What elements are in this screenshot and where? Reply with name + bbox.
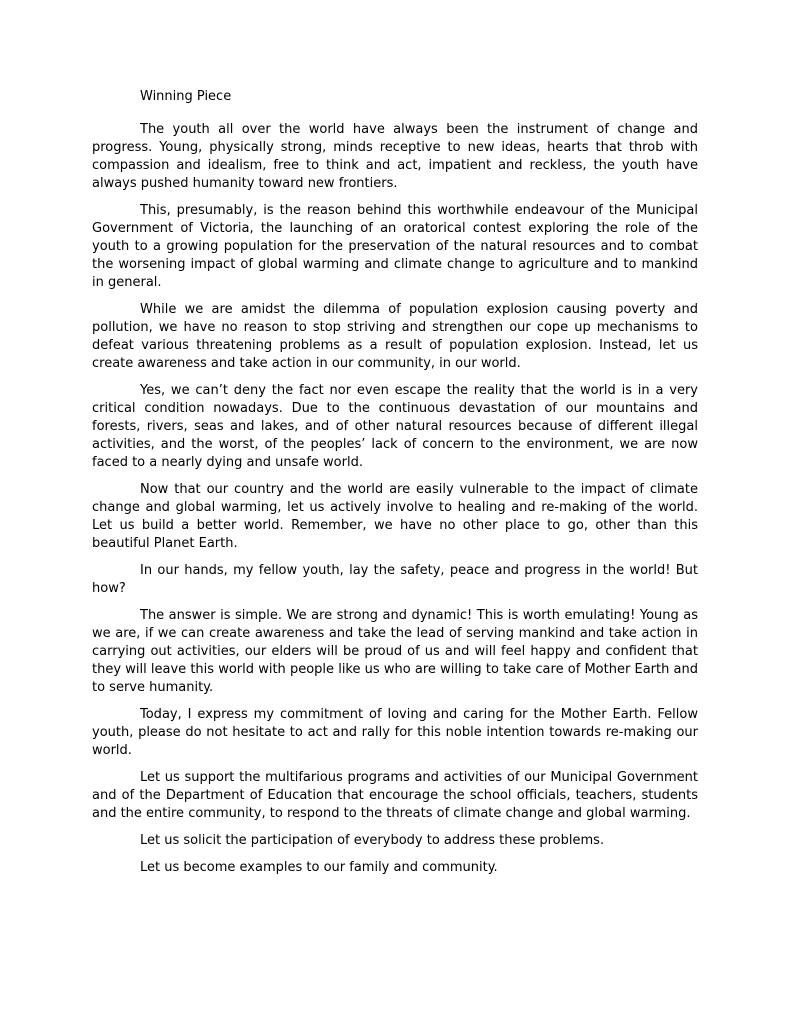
paragraph: This, presumably, is the reason behind this worthwhile endeavour of the Municipal Government of Victoria, the launching of an oratorical contest exploring the role of the youth to a growing population for the preservation of the natural resources and to combat the worsening impact of global warming and climate change to agriculture and to mankind in general. [92,203,698,290]
paragraph: Yes, we can’t deny the fact nor even escape the reality that the world is in a very critical condition nowadays. Due to the continuous devastation of our mountains and forests, rivers, seas and lakes, and of other natural resources because of different illegal activities, and the worst, of the peoples’ lack of concern to the environment, we are now faced to a nearly dying and unsafe world. [92,383,698,470]
paragraph: Let us become examples to our family and community. [140,860,498,875]
paragraph: The youth all over the world have always been the instrument of change and progress. Young, physically strong, minds receptive to new ideas, hearts that throb with compassion and idealism, free to think and act, impatient and reckless, the youth have always pushed humanity toward new frontiers. [92,122,698,191]
paragraph: Let us solicit the participation of everybody to address these problems. [140,833,605,848]
paragraph: The answer is simple. We are strong and dynamic! This is worth emulating! Young as we are, if we can create awareness and take the lead of serving mankind and take action in carrying out activities, our elders will be proud of us and will feel happy and confident that they will leave this world with people like us who are willing to take care of Mother Earth and to serve humanity. [92,608,698,695]
paragraph: Let us support the multifarious programs and activities of our Municipal Government and of the Department of Education that encourage the school officials, teachers, students and the entire community, to respond to the threats of climate change and global warming. [92,770,698,821]
paragraph: While we are amidst the dilemma of population explosion causing poverty and pollution, we have no reason to stop striving and strengthen our cope up mechanisms to defeat various threatening problems as a result of population explosion. Instead, let us create awareness and take action in our community, in our world. [92,302,698,371]
paragraph: In our hands, my fellow youth, lay the safety, peace and progress in the world! But how? [92,563,698,596]
document-body [92,121,698,877]
paragraph: Now that our country and the world are easily vulnerable to the impact of climate change and global warming, let us actively involve to healing and re-making of the world. Let us build a better world. Remember, we have no other place to go, other than this beautiful Planet Earth. [92,482,698,551]
document-title: Winning Piece [140,89,232,104]
paragraph: Today, I express my commitment of loving and caring for the Mother Earth. Fellow youth, please do not hesitate to act and rally for this noble intention towards re-making our world. [92,707,698,758]
